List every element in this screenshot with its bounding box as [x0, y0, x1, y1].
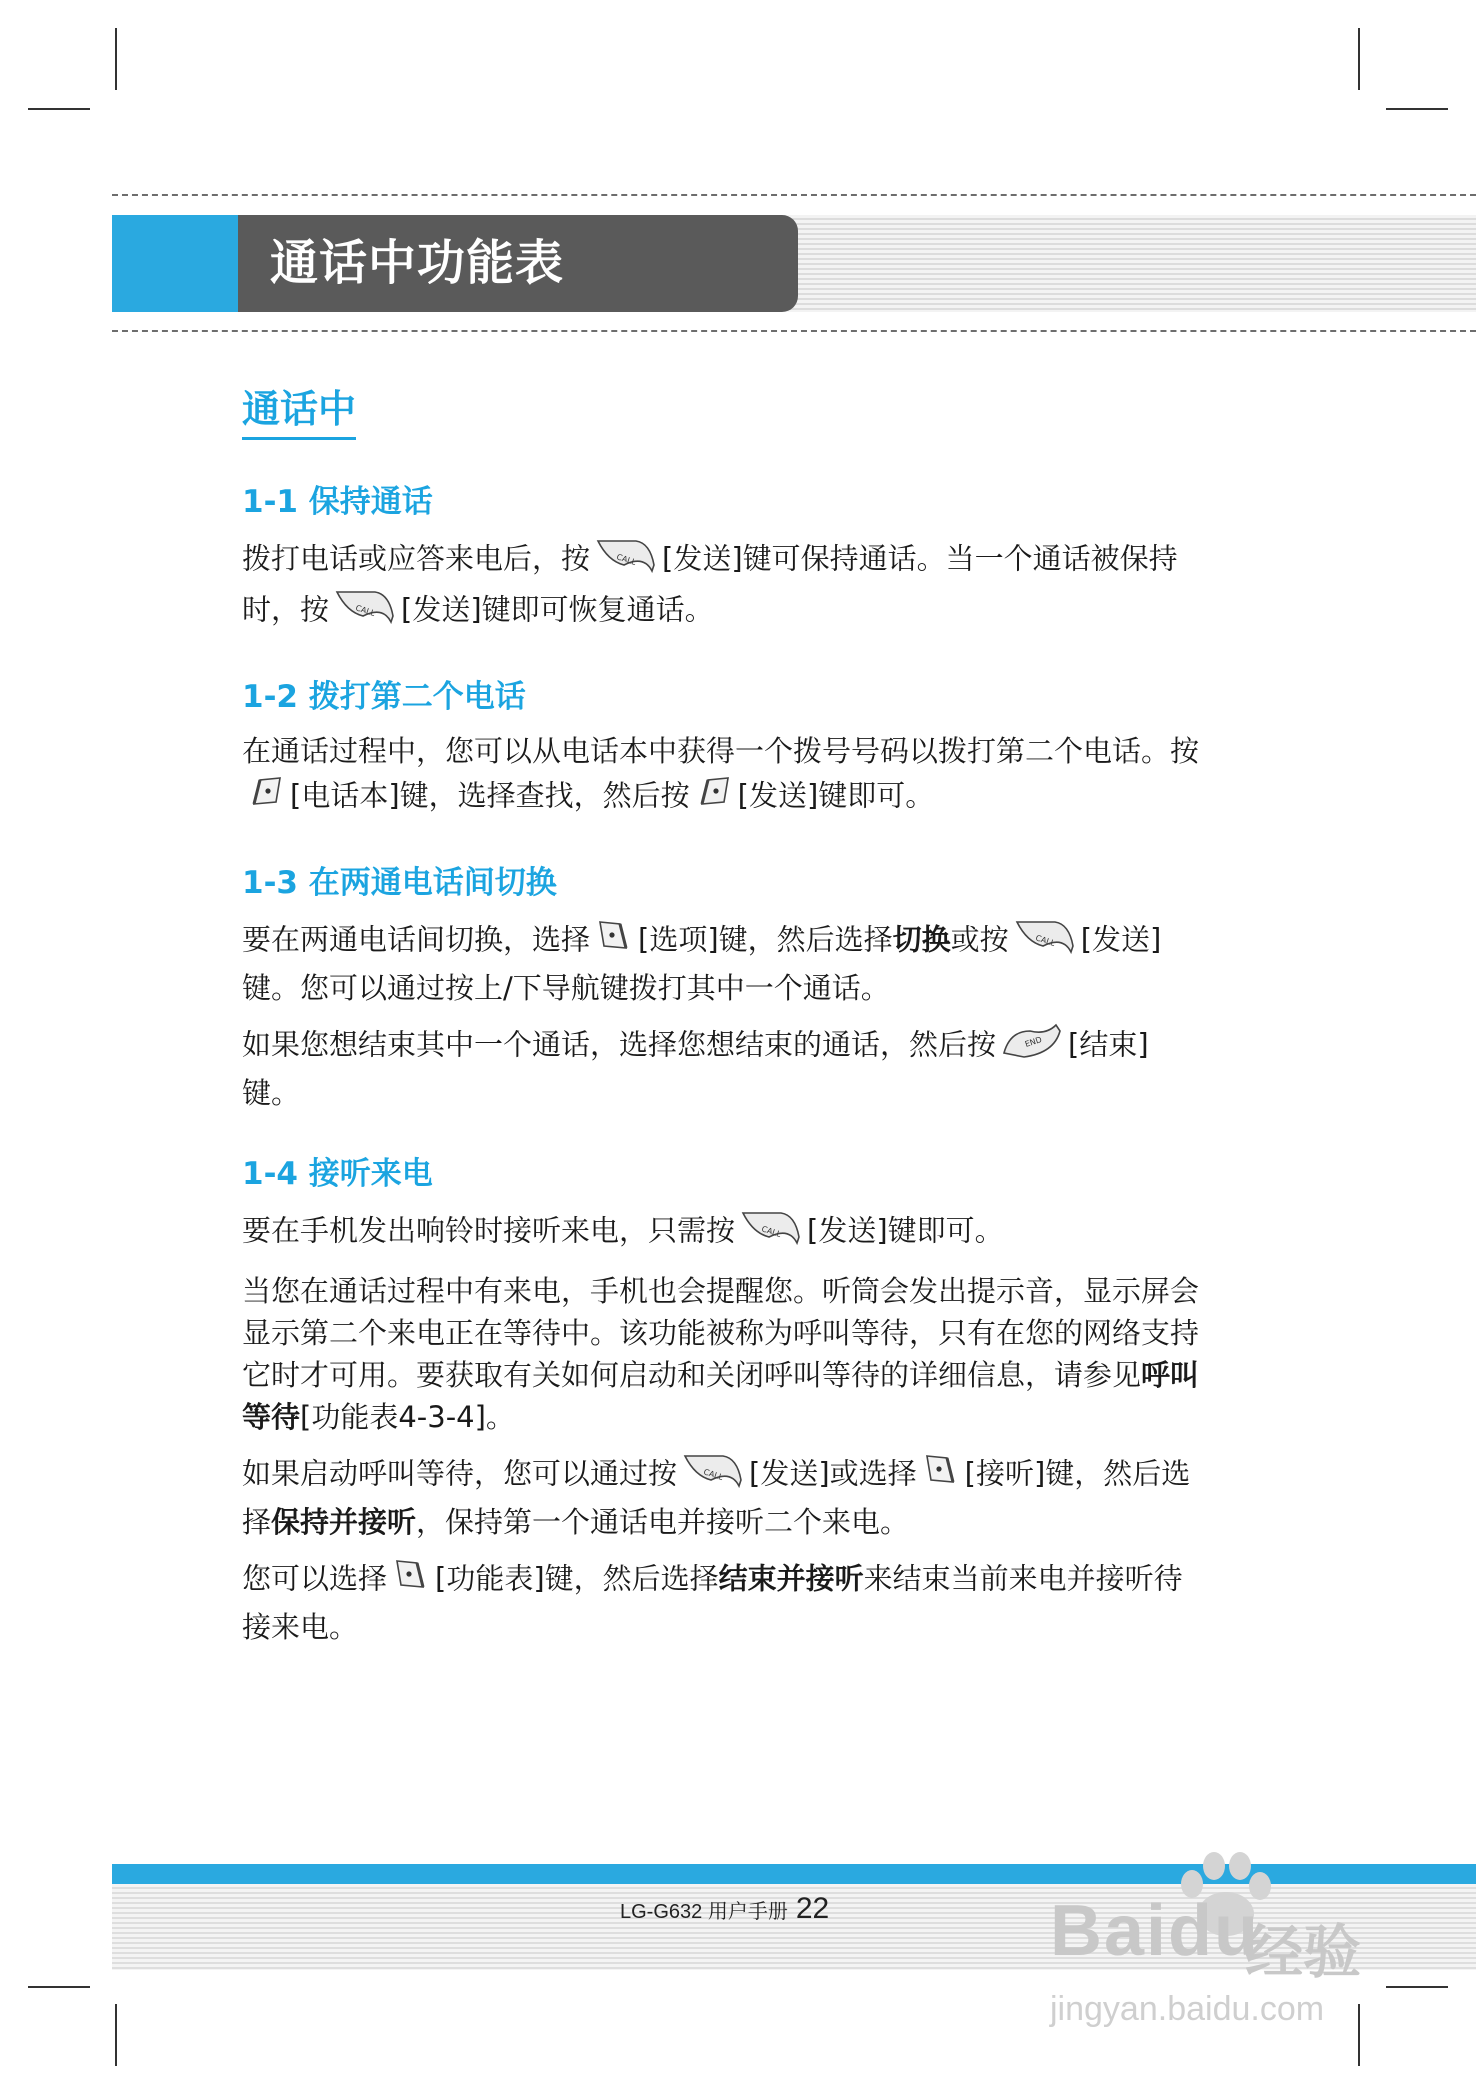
header-dashed-line-top: [112, 194, 1476, 196]
main-content: [242, 378, 1202, 1660]
call-key-icon: [594, 535, 658, 586]
header-accent-block: [112, 215, 238, 312]
right-soft-key-icon: [246, 772, 286, 823]
crop-mark: [115, 28, 117, 90]
right-soft-key-icon: [694, 772, 734, 823]
section-title: 通话中: [242, 378, 356, 440]
paragraph-1-2: 在通话过程中，您可以从电话本中获得一个拨号号码以拨打第二个电话。按[电话本]键，选择查找，然后按 [发送]键即可。: [242, 730, 1202, 823]
watermark-brand: 经验: [1245, 1920, 1362, 1985]
paragraph-1-1: 拨打电话或应答来电后，按 CALL [发送]键可保持通话。当一个通话被保持时，按 CALL [发送]键即可恢复通话。: [242, 535, 1202, 637]
watermark-url: jingyan.baidu.com: [1050, 1990, 1325, 2028]
footer-model: LG-G632 用户手册: [620, 1901, 788, 1923]
end-key-icon: [1000, 1021, 1064, 1072]
paragraph-1-3-b: 如果您想结束其中一个通话，选择您想结束的通话，然后按 END [结束]键。: [242, 1021, 1202, 1114]
call-key-icon: [333, 586, 397, 637]
paragraph-1-4-c: 如果启动呼叫等待，您可以通过按 CALL [发送]或选择 [接听]键，然后选择保持并接听，保持第一个通话电并接听二个来电。: [242, 1450, 1202, 1543]
svg-text:CALL: CALL: [1034, 933, 1056, 949]
call-key-icon: [1013, 916, 1077, 967]
svg-text:CALL: CALL: [760, 1224, 783, 1240]
left-soft-key-icon: [594, 916, 634, 967]
svg-text:CALL: CALL: [354, 603, 377, 619]
header-dashed-line-bottom: [112, 330, 1476, 332]
paragraph-1-4-a: 要在手机发出响铃时接听来电，只需按 CALL [发送]键即可。: [242, 1207, 1202, 1258]
svg-text:CALL: CALL: [702, 1467, 725, 1483]
crop-mark: [28, 1986, 90, 1988]
page-number: 22: [795, 1892, 830, 1925]
left-soft-key-icon: [391, 1555, 431, 1606]
subsection-title-1-1: 1-1 保持通话: [242, 484, 433, 520]
crop-mark: [115, 2004, 117, 2066]
footer: [620, 1892, 829, 1926]
call-key-icon: [681, 1450, 745, 1501]
page-title: 通话中功能表: [270, 235, 565, 291]
crop-mark: [1386, 108, 1448, 110]
watermark-logo: Baidu: [1050, 1891, 1261, 1971]
paragraph-1-4-b: 当您在通话过程中有来电，手机也会提醒您。听筒会发出提示音，显示屏会显示第二个来电正在等待中。该功能被称为呼叫等待，只有在您的网络支持它时才可用。要获取有关如何启动和关闭呼叫等待的详细信息，请参见呼叫等待[功能表4-3-4]。: [242, 1274, 1200, 1434]
left-soft-key-icon: [921, 1450, 961, 1501]
svg-text:CALL: CALL: [615, 552, 638, 568]
paragraph-1-3-a: 要在两通电话间切换，选择 [选项]键，然后选择切换或按 CALL [发送]键。您可以通过按上/下导航键拨打其中一个通话。: [242, 916, 1202, 1009]
crop-mark: [1358, 28, 1360, 90]
crop-mark: [28, 108, 90, 110]
call-key-icon: [739, 1207, 803, 1258]
subsection-title-1-2: 1-2 拨打第二个电话: [242, 679, 526, 715]
subsection-title-1-3: 1-3 在两通电话间切换: [242, 865, 557, 901]
subsection-title-1-4: 1-4 接听来电: [242, 1156, 433, 1192]
paragraph-1-4-d: 您可以选择 [功能表]键，然后选择结束并接听来结束当前来电并接听待接来电。: [242, 1555, 1202, 1648]
svg-text:END: END: [1023, 1035, 1043, 1049]
baidu-watermark: [1040, 1850, 1420, 2050]
